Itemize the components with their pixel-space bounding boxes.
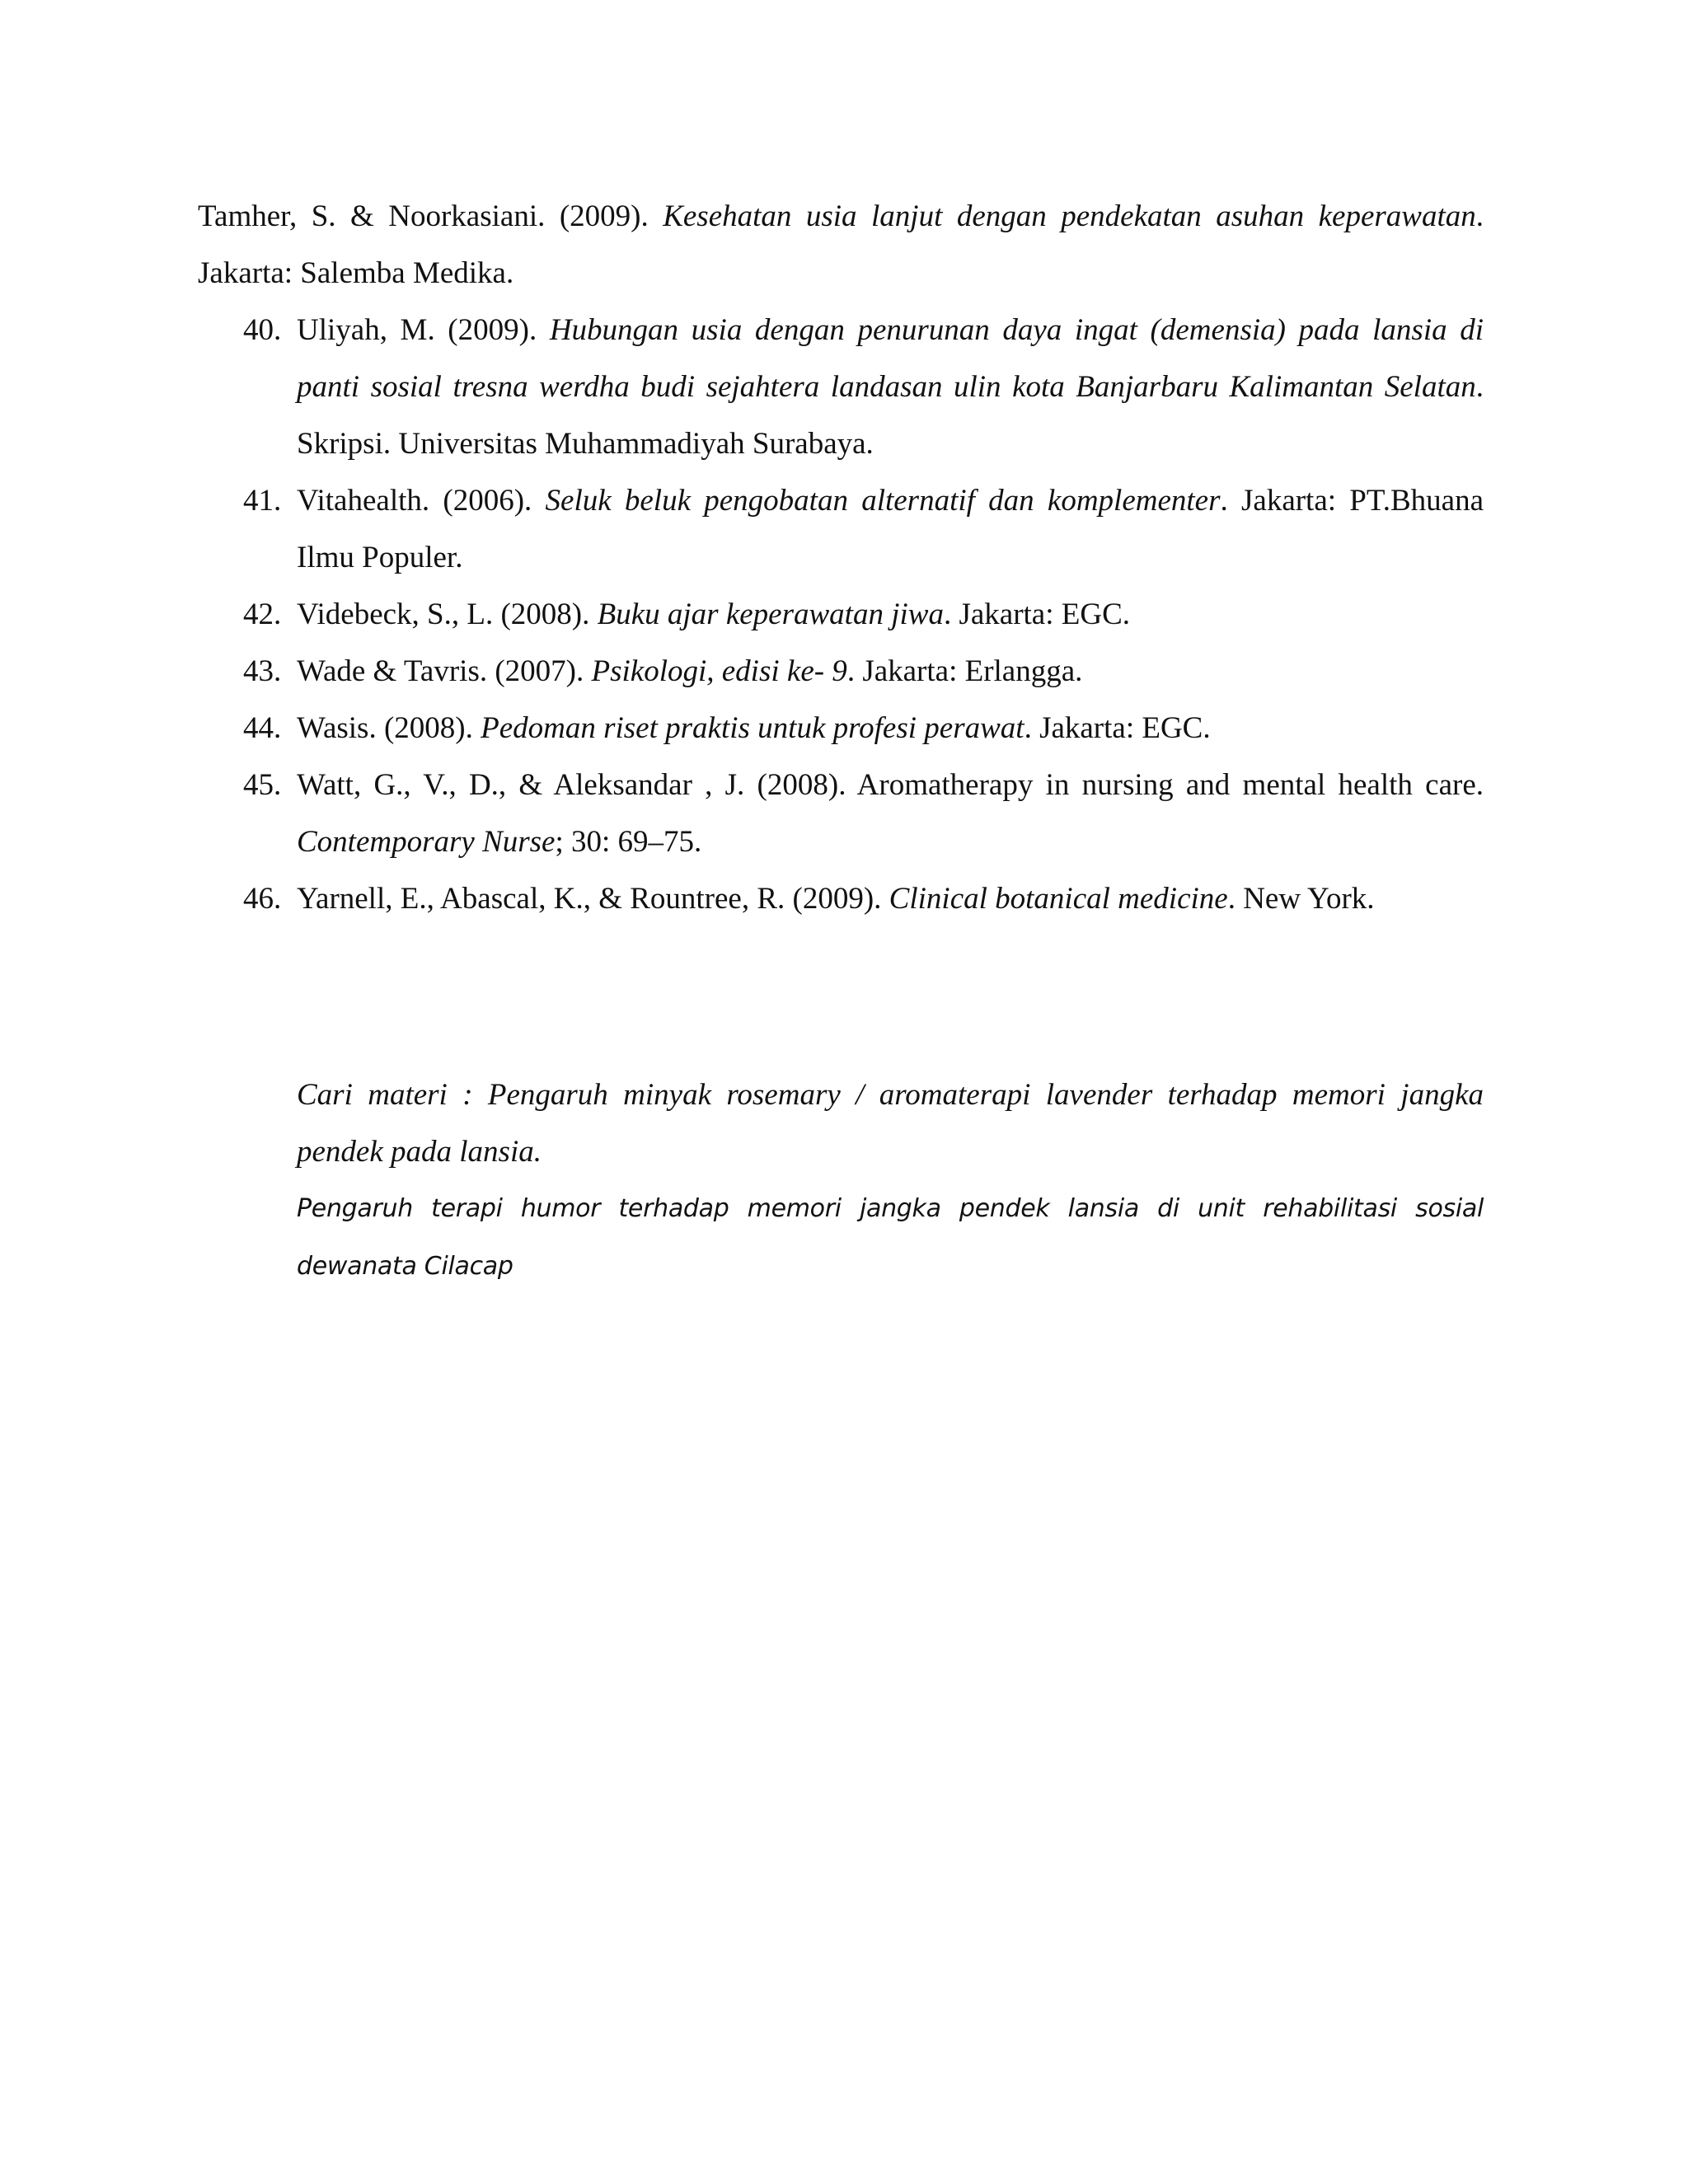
reference-author: Watt, G., V., D., & Aleksandar , J. (2008). Aromatherapy in nursing and mental health care. xyxy=(297,768,1484,802)
reference-item-40 xyxy=(198,302,1484,472)
reference-author: Tamher, S. & Noorkasiani. (2009). xyxy=(198,199,663,233)
reference-title: Buku ajar keperawatan jiwa xyxy=(597,598,944,631)
reference-content xyxy=(198,188,1484,1296)
reference-item-41 xyxy=(198,472,1484,586)
reference-intro xyxy=(198,188,1484,302)
reference-publisher: . Jakarta: Salemba Medika. xyxy=(198,199,1484,290)
reference-item-44 xyxy=(198,700,1484,757)
reference-publisher: ; 30: 69–75. xyxy=(555,825,702,859)
reference-item-45 xyxy=(198,757,1484,870)
reference-author: Yarnell, E., Abascal, K., & Rountree, R. (2009). xyxy=(297,882,889,916)
reference-title: Hubungan usia dengan penurunan daya ingat (demensia) pada lansia di panti sosial tresna werdha budi sejahtera landasan ulin kota Banjarbaru Kalimantan Selatan xyxy=(297,313,1484,404)
reference-item-42 xyxy=(198,586,1484,643)
reference-author: Uliyah, M. (2009). xyxy=(297,313,550,347)
reference-number: 40. xyxy=(243,313,282,347)
humor-therapy-note: Pengaruh terapi humor terhadap memori jangka pendek lansia di unit rehabilitasi sosial dewanata Cilacap xyxy=(297,1194,1484,1281)
reference-item-46 xyxy=(198,870,1484,927)
reference-title: Kesehatan usia lanjut dengan pendekatan asuhan keperawatan xyxy=(663,199,1476,233)
reference-title: Pedoman riset praktis untuk profesi perawat xyxy=(481,711,1025,745)
reference-title: Seluk beluk pengobatan alternatif dan komplementer xyxy=(545,484,1221,518)
reference-author: Vitahealth. (2006). xyxy=(297,484,546,518)
reference-author: Wade & Tavris. (2007). xyxy=(297,654,592,688)
reference-title: Contemporary Nurse xyxy=(297,825,556,859)
reference-publisher: . Skripsi. Universitas Muhammadiyah Surabaya. xyxy=(297,370,1484,461)
reference-title: Clinical botanical medicine xyxy=(889,882,1228,916)
reference-number: 43. xyxy=(243,654,282,688)
reference-number: 41. xyxy=(243,484,282,518)
reference-publisher: . New York. xyxy=(1227,882,1375,916)
search-note: Cari materi : Pengaruh minyak rosemary / aromaterapi lavender terhadap memori jangka pendek pada lansia. xyxy=(297,1078,1484,1169)
reference-author: Videbeck, S., L. (2008). xyxy=(297,598,598,631)
reference-publisher: . Jakarta: EGC. xyxy=(1024,711,1211,745)
reference-publisher: . Jakarta: EGC. xyxy=(943,598,1130,631)
reference-number: 46. xyxy=(243,882,282,916)
reference-number: 45. xyxy=(243,768,282,802)
reference-author: Wasis. (2008). xyxy=(297,711,481,745)
reference-title: Psikologi, edisi ke- 9 xyxy=(591,654,847,688)
notes-section xyxy=(198,1066,1484,1296)
reference-number: 42. xyxy=(243,598,282,631)
reference-publisher: . Jakarta: Erlangga. xyxy=(846,654,1083,688)
reference-number: 44. xyxy=(243,711,282,745)
reference-item-43 xyxy=(198,643,1484,700)
reference-list xyxy=(198,302,1484,927)
reference-publisher: . Jakarta: PT.Bhuana Ilmu Populer. xyxy=(297,484,1484,574)
